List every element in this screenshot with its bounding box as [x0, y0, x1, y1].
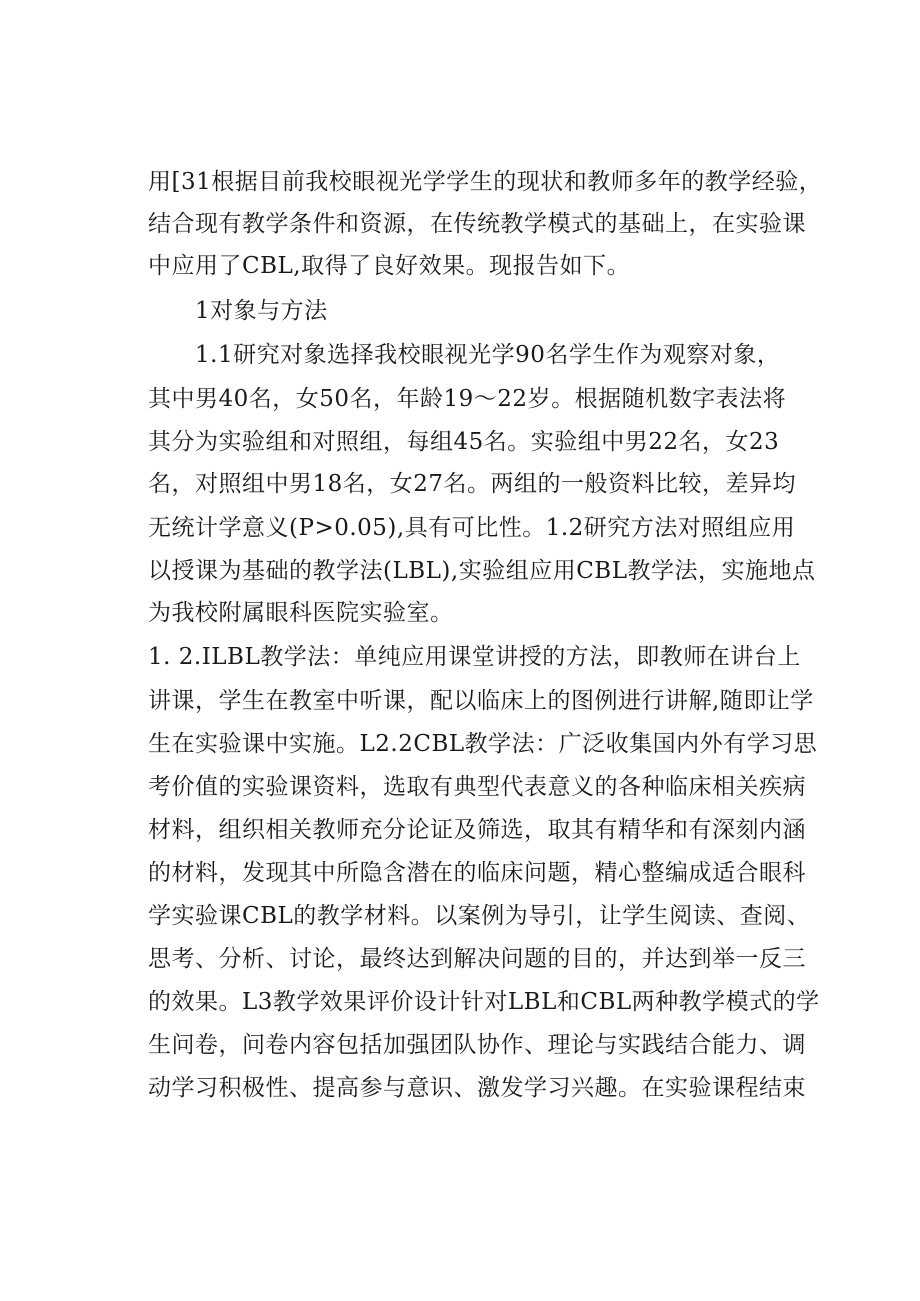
text-line: 思考、分析、讨论，最终达到解决问题的目的，并达到举一反三: [148, 946, 806, 972]
text-line: 生在实验课中实施。L2.2CBL教学法：广泛收集国内外有学习思: [148, 731, 818, 757]
text-line: 学实验课CBL的教学材料。以案例为导引，让学生阅读、查阅、: [148, 903, 811, 929]
text-line: 名，对照组中男18名，女27名。两组的一般资料比较，差异均: [148, 471, 797, 497]
text-line: 为我校附属眼科医院实验室。: [148, 600, 454, 626]
text-line: 无统计学意义(P>0.05),具有可比性。1.2研究方法对照组应用: [148, 515, 796, 541]
text-line: 生问卷，问卷内容包括加强团队协作、理论与实践结合能力、调: [148, 1032, 806, 1058]
section-heading: 1对象与方法: [195, 298, 328, 324]
text-line: 结合现有教学条件和资源，在传统教学模式的基础上，在实验课: [148, 211, 806, 237]
text-line: 考价值的实验课资料，选取有典型代表意义的各种临床相关疾病: [148, 774, 806, 800]
text-line: 其分为实验组和对照组，每组45名。实验组中男22名，女23: [148, 429, 780, 455]
text-line: 中应用了CBL,取得了良好效果。现报告如下。: [148, 253, 631, 279]
text-line: 的效果。L3教学效果评价设计针对LBL和CBL两种教学模式的学: [148, 989, 820, 1015]
text-line: 以授课为基础的教学法(LBL),实验组应用CBL教学法，实施地点: [148, 558, 816, 584]
text-line: 1. 2.ILBL教学法：单纯应用课堂讲授的方法，即教师在讲台上: [148, 644, 801, 670]
text-line: 动学习积极性、提高参与意识、激发学习兴趣。在实验课程结束: [148, 1075, 806, 1101]
text-line: 其中男40名，女50名，年龄19～22岁。根据随机数字表法将: [148, 386, 787, 412]
text-line: 讲课，学生在教室中听课，配以临床上的图例进行讲解,随即让学: [148, 688, 814, 714]
text-line: 的材料，发现其中所隐含潜在的临床问题，精心整编成适合眼科: [148, 860, 806, 886]
text-line: 材料，组织相关教师充分论证及筛选，取其有精华和有深刻内涵: [148, 817, 806, 843]
text-line: 1.1研究对象选择我校眼视光学90名学生作为观察对象，: [195, 342, 781, 368]
text-line: 用[31根据目前我校眼视光学学生的现状和教师多年的教学经验，: [148, 169, 823, 195]
